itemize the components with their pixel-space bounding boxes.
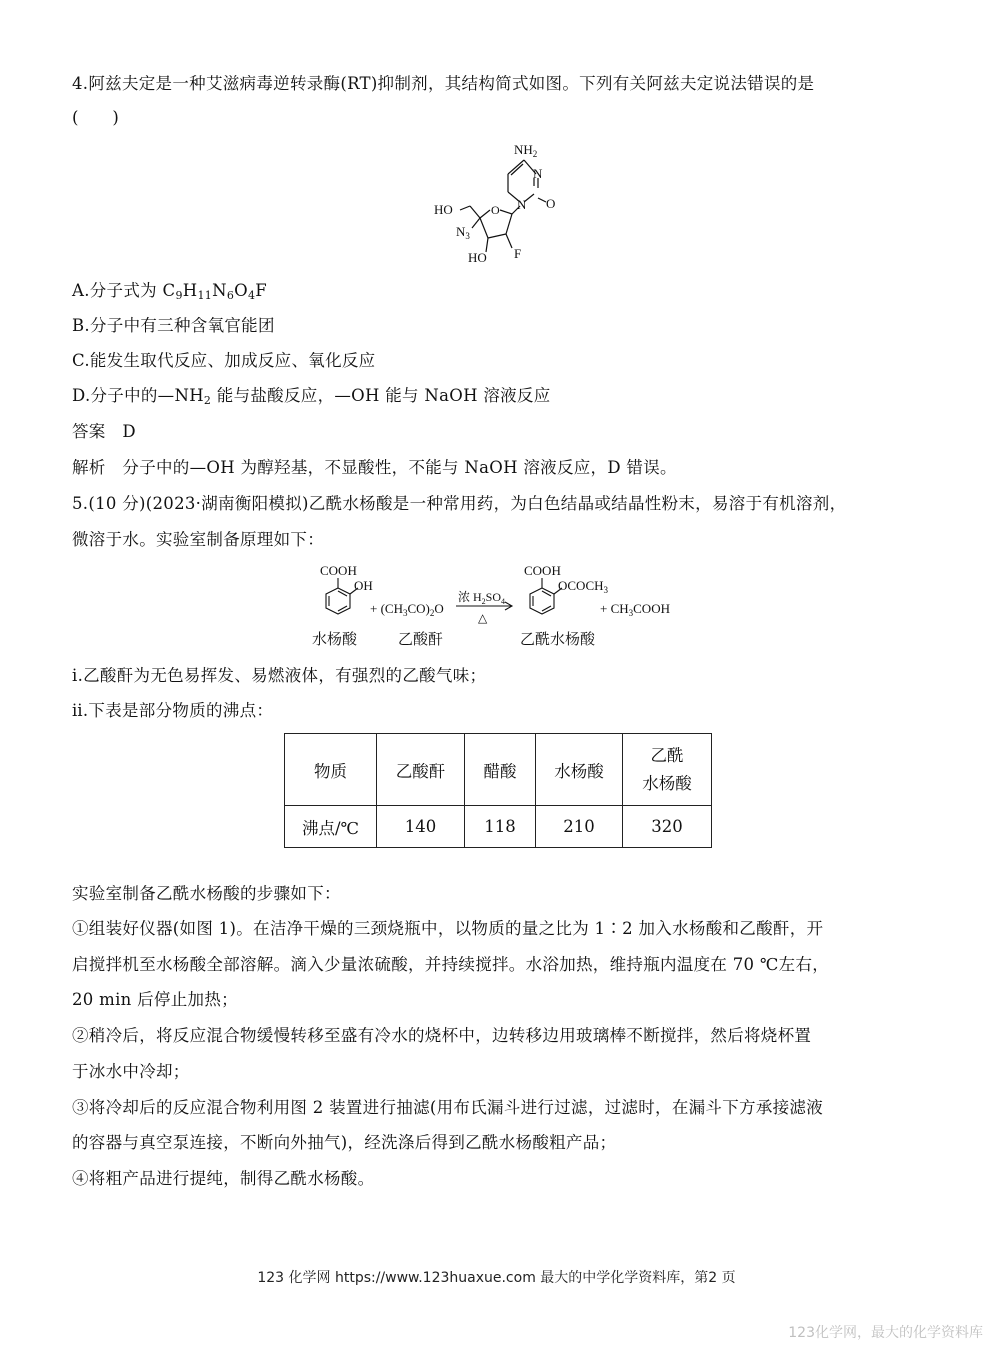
q5-step2-line2: 于冰水中冷却； — [72, 1062, 190, 1081]
condition-heat: △ — [478, 611, 488, 625]
q4-option-b: B.分子中有三种含氧官能团 — [72, 316, 275, 335]
name-acetic-anhydride: 乙酸酐 — [398, 632, 444, 648]
q5-stem-line1: 5.(10 分)(2023·湖南衡阳模拟)乙酰水杨酸是一种常用药，为白色结晶或结晶性粉末，易溶于有机溶剂， — [72, 494, 847, 513]
watermark: 123化学网，最大的化学资料库 — [788, 1325, 983, 1341]
q4-answer: 答案 D — [72, 422, 136, 441]
q5-step1-line1: ①组装好仪器(如图 1)。在洁净干燥的三颈烧瓶中，以物质的量之比为 1∶2 加入水杨酸和乙酸酐，开 — [72, 919, 824, 938]
cooh-label-2: COOH — [524, 563, 561, 578]
condition-top: 浓 $H_2SO_4$ — [458, 590, 506, 606]
oh-label: OH — [354, 578, 373, 593]
q4-stem-line1: 4.阿兹夫定是一种艾滋病毒逆转录酶(RT)抑制剂，其结构简式如图。下列有关阿兹夫定说法错误的是 — [72, 74, 815, 93]
ring-o-label: O — [491, 203, 500, 217]
table-header-cell: 醋酸 — [465, 734, 536, 806]
boiling-point-table — [284, 733, 712, 848]
f-label: F — [514, 246, 522, 261]
table-row — [285, 806, 712, 848]
acetic-anhydride-formula: + $(CH_3CO)_2O$ — [370, 601, 444, 618]
cooh-label-1: COOH — [320, 563, 357, 578]
q4-option-d: D.分子中的$—NH_2$ 能与盐酸反应，—OH 能与 NaOH 溶液反应 — [72, 386, 551, 407]
name-aspirin: 乙酰水杨酸 — [520, 632, 596, 648]
table-header-cell: 乙酸酐 — [377, 734, 465, 806]
n-label-top: N — [533, 166, 543, 181]
q4-stem-line2: ( ) — [72, 108, 120, 127]
q5-step1-line3: 20 min 后停止加热； — [72, 990, 238, 1009]
table-header-cell: 物质 — [285, 734, 377, 806]
q5-step4: ④将粗产品进行提纯，制得乙酰水杨酸。 — [72, 1169, 375, 1188]
table-header-cell: 乙酰 水杨酸 — [623, 734, 712, 806]
page-footer: 123 化学网 https://www.123huaxue.com 最大的中学化学资料库，第2 页 — [257, 1270, 736, 1286]
q4-option-c: C.能发生取代反应、加成反应、氧化反应 — [72, 351, 376, 370]
table-header-row — [285, 734, 712, 806]
reaction-scheme — [298, 560, 698, 654]
table-cell: 320 — [623, 806, 712, 848]
table-cell: 沸点/℃ — [285, 806, 377, 848]
n-label-bottom: N — [517, 197, 527, 212]
q5-step3-line2: 的容器与真空泵连接，不断向外抽气)，经洗涤后得到乙酰水杨酸粗产品； — [72, 1133, 617, 1152]
ho-label-bottom: HO — [468, 250, 487, 265]
q4-option-a: A.分子式为 $C_9H_{11}N_6O_4F$ — [72, 281, 268, 302]
n3-label: $N_3$ — [456, 224, 470, 241]
carbonyl-o-label: O — [546, 196, 556, 211]
azvudine-structure — [420, 136, 580, 272]
q5-steps-intro: 实验室制备乙酰水杨酸的步骤如下： — [72, 884, 341, 903]
q5-step2-line1: ②稍冷后，将反应混合物缓慢转移至盛有冷水的烧杯中，边转移边用玻璃棒不断搅拌，然后将烧杯置 — [72, 1026, 812, 1045]
nh2-label: $NH_2$ — [514, 142, 538, 159]
q5-step3-line1: ③将冷却后的反应混合物利用图 2 装置进行抽滤(用布氏漏斗进行过滤，过滤时，在漏斗下方承接滤液 — [72, 1098, 824, 1117]
table-cell: 118 — [465, 806, 536, 848]
table-cell: 140 — [377, 806, 465, 848]
name-salicylic-acid: 水杨酸 — [312, 632, 358, 648]
acetic-acid-formula: + $CH_3COOH$ — [600, 601, 670, 618]
table-header-cell: 水杨酸 — [536, 734, 623, 806]
q5-note-ii: ⅱ.下表是部分物质的沸点： — [72, 701, 274, 720]
q5-note-i: ⅰ.乙酸酐为无色易挥发、易燃液体，有强烈的乙酸气味； — [72, 666, 487, 685]
ococh3-label: $OCOCH_3$ — [558, 578, 609, 595]
ho-label-top: HO — [434, 202, 453, 217]
q5-step1-line2: 启搅拌机至水杨酸全部溶解。滴入少量浓硫酸，并持续搅拌。水浴加热，维持瓶内温度在 70 ℃左右， — [72, 955, 830, 974]
table-cell: 210 — [536, 806, 623, 848]
q4-analysis: 解析 分子中的—OH 为醇羟基，不显酸性，不能与 NaOH 溶液反应，D 错误。 — [72, 458, 677, 477]
q5-stem-line2: 微溶于水。实验室制备原理如下： — [72, 530, 324, 549]
